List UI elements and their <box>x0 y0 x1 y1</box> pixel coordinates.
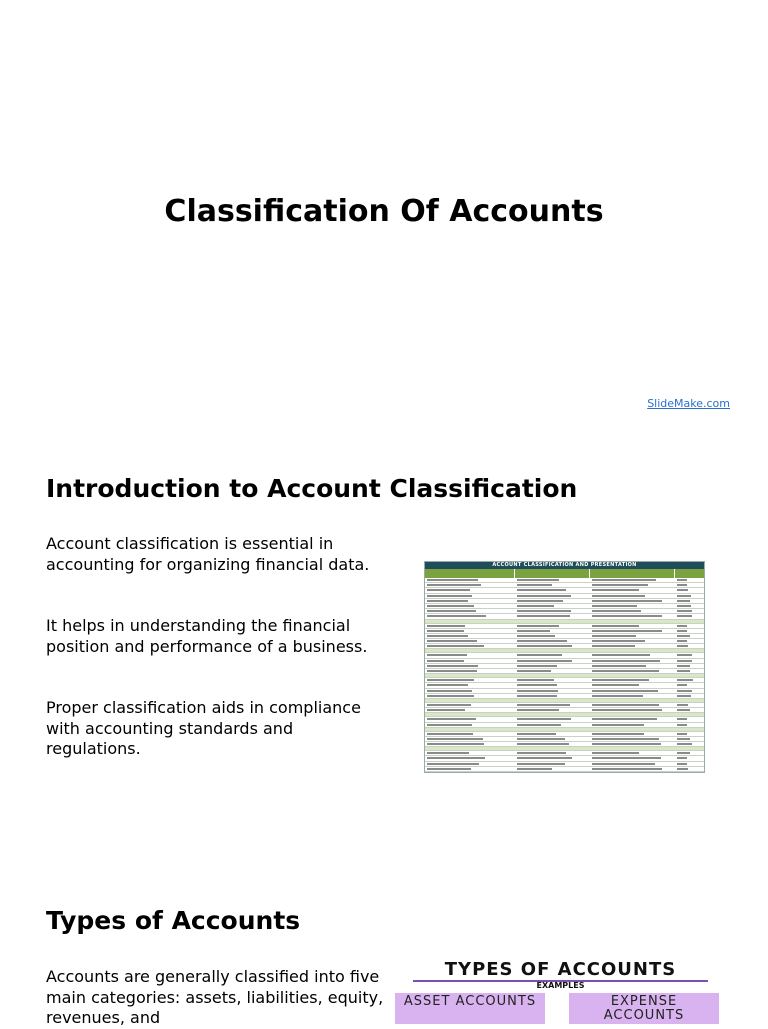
table-image-cell <box>517 768 552 770</box>
table-image-cell <box>677 690 692 692</box>
table-image-cell <box>592 660 660 662</box>
table-image-cell <box>517 584 552 586</box>
table-image-cell <box>677 724 687 726</box>
table-image-cell <box>592 757 661 759</box>
table-image-cell <box>592 763 655 765</box>
table-image-cell <box>592 584 648 586</box>
table-image-cell <box>427 595 472 597</box>
table-image-cell <box>517 752 566 754</box>
table-image-cell <box>427 589 470 591</box>
table-image-cell <box>517 695 557 697</box>
table-image-cell <box>427 743 484 745</box>
table-image-cell <box>592 684 639 686</box>
table-image-cell <box>677 605 691 607</box>
table-image-cell <box>677 763 687 765</box>
intro-paragraph-3: Proper classification aids in compliance with accounting standards and regulations. <box>46 698 361 758</box>
table-image-cell <box>427 605 474 607</box>
table-image-cell <box>517 670 551 672</box>
table-image-cell <box>517 630 550 632</box>
table-image-cell <box>517 704 570 706</box>
table-image-cell <box>427 768 471 770</box>
table-image-cell <box>517 763 565 765</box>
table-image-cell <box>427 709 465 711</box>
table-image-cell <box>517 660 572 662</box>
expense-accounts-box <box>569 993 719 1024</box>
account-classification-table-image <box>424 561 705 773</box>
table-image-cell <box>592 645 635 647</box>
table-image-cell <box>427 615 486 617</box>
table-image-cell <box>427 738 483 740</box>
table-image-cell <box>677 660 692 662</box>
table-image-cell <box>427 584 481 586</box>
table-image-cell <box>592 768 662 770</box>
table-image-cell <box>427 625 465 627</box>
asset-accounts-label: ASSET ACCOUNTS <box>403 994 537 1009</box>
table-image-cell <box>427 733 473 735</box>
table-image-cell <box>517 690 558 692</box>
table-image-cell <box>427 718 476 720</box>
table-image-cell <box>677 684 687 686</box>
table-image-cell <box>677 709 690 711</box>
table-image-cell <box>677 757 687 759</box>
table-image-cell <box>592 670 659 672</box>
table-image-cell <box>517 733 556 735</box>
table-image-cell <box>517 684 557 686</box>
table-image-cell <box>677 630 687 632</box>
table-image-cell <box>517 625 559 627</box>
table-image-cell <box>517 665 557 667</box>
table-image-cell <box>517 654 562 656</box>
table-image-cell <box>517 640 567 642</box>
table-image-cell <box>427 763 479 765</box>
table-image-cell <box>677 752 690 754</box>
table-image-cell <box>677 679 693 681</box>
table-image-cell <box>677 600 690 602</box>
table-image-cell <box>592 610 641 612</box>
types-paragraph: Accounts are generally classified into five main categories: assets, liabilities, equity, revenues, and <box>46 967 384 1027</box>
table-image-cell <box>592 724 644 726</box>
table-image-cell <box>427 665 478 667</box>
table-image-cell <box>517 724 561 726</box>
types-image-title: TYPES OF ACCOUNTS <box>444 959 677 980</box>
table-image-rows <box>425 578 704 772</box>
expense-accounts-label: EXPENSE ACCOUNTS <box>603 994 685 1023</box>
table-image-cell <box>592 615 662 617</box>
types-of-accounts-image <box>393 955 728 1024</box>
table-image-cell <box>517 743 569 745</box>
table-image-cell <box>592 605 637 607</box>
table-image-cell <box>427 670 477 672</box>
table-image-cell <box>592 595 645 597</box>
table-image-cell <box>592 625 639 627</box>
intro-paragraph-1: Account classification is essential in accounting for organizing financial data. <box>46 534 370 574</box>
table-image-cell <box>427 630 464 632</box>
table-image-cell <box>427 690 472 692</box>
slidemake-link[interactable]: SlideMake.com <box>647 397 730 410</box>
table-image-cell <box>427 640 477 642</box>
table-image-cell <box>517 605 554 607</box>
table-image-cell <box>677 584 687 586</box>
types-heading: Types of Accounts <box>46 906 301 935</box>
table-image-cell <box>517 600 563 602</box>
table-image-cell <box>677 645 688 647</box>
table-image-cell <box>592 718 657 720</box>
table-image-cell <box>592 635 636 637</box>
table-image-cell <box>427 579 478 581</box>
table-image-cell <box>427 695 474 697</box>
table-image-cell <box>592 695 643 697</box>
table-image-cell <box>427 679 474 681</box>
table-image-row <box>425 772 704 773</box>
intro-heading: Introduction to Account Classification <box>46 474 578 503</box>
table-image-cell <box>677 670 690 672</box>
table-image-cell <box>592 704 659 706</box>
table-image-cell <box>592 589 639 591</box>
table-image-cell <box>677 768 688 770</box>
table-image-cell <box>677 733 687 735</box>
table-image-cell <box>517 610 571 612</box>
table-image-cell <box>517 595 571 597</box>
table-image-cell <box>592 640 645 642</box>
table-image-cell <box>427 600 468 602</box>
table-image-cell <box>592 709 662 711</box>
table-image-cell <box>517 615 570 617</box>
table-image-cell <box>517 709 559 711</box>
table-image-cell <box>677 640 687 642</box>
table-image-cell <box>517 579 559 581</box>
table-image-cell <box>677 665 690 667</box>
table-image-cell <box>677 743 692 745</box>
table-image-cell <box>427 757 485 759</box>
table-image-cell <box>517 589 566 591</box>
table-image-cell <box>592 630 662 632</box>
table-image-cell <box>427 654 467 656</box>
table-image-cell <box>427 660 464 662</box>
table-image-cell <box>427 752 469 754</box>
table-image-cell <box>427 704 471 706</box>
table-image-cell <box>677 695 691 697</box>
table-image-cell <box>427 724 472 726</box>
table-image-cell <box>517 645 572 647</box>
table-image-cell <box>517 718 571 720</box>
table-image-cell <box>677 589 688 591</box>
table-image-title: ACCOUNT CLASSIFICATION AND PRESENTATION <box>425 562 704 569</box>
table-image-cell <box>517 635 555 637</box>
asset-accounts-box <box>395 993 545 1024</box>
table-image-cell <box>677 615 692 617</box>
table-image-cell <box>517 757 572 759</box>
table-image-cell <box>592 752 639 754</box>
table-image-cell <box>677 625 687 627</box>
table-image-cell <box>517 679 554 681</box>
table-image-cell <box>677 718 687 720</box>
table-image-cell <box>517 738 565 740</box>
table-image-cell <box>592 600 662 602</box>
table-image-cell <box>427 635 468 637</box>
table-image-cell <box>677 738 690 740</box>
table-image-cell <box>592 690 658 692</box>
table-image-cell <box>592 738 659 740</box>
table-image-cell <box>592 579 656 581</box>
table-image-cell <box>677 704 688 706</box>
table-image-cell <box>677 595 691 597</box>
table-image-cell <box>592 665 646 667</box>
table-image-cell <box>592 654 650 656</box>
table-image-columns <box>425 569 704 578</box>
slide-title: Classification Of Accounts <box>164 194 604 229</box>
table-image-cell <box>592 743 661 745</box>
table-image-cell <box>427 645 484 647</box>
table-image-cell <box>677 610 692 612</box>
intro-paragraph-2: It helps in understanding the financial position and performance of a business. <box>46 616 368 656</box>
table-image-cell <box>427 610 476 612</box>
table-image-cell <box>427 684 468 686</box>
table-image-cell <box>592 733 644 735</box>
table-image-cell <box>677 579 687 581</box>
table-image-cell <box>677 654 692 656</box>
table-image-cell <box>677 635 690 637</box>
table-image-cell <box>592 679 649 681</box>
types-image-subtitle: EXAMPLES <box>536 981 585 990</box>
